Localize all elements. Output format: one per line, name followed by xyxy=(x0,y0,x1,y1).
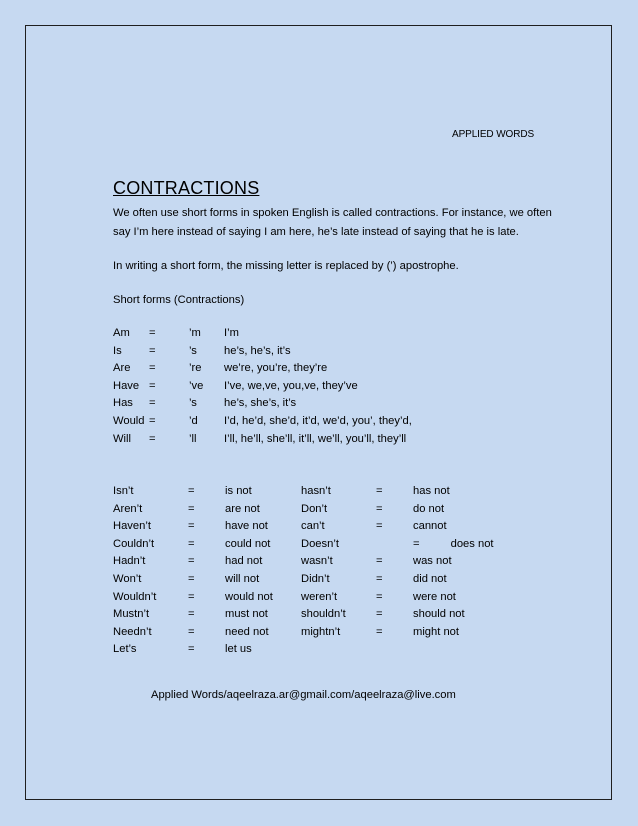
contraction: Haven’t xyxy=(113,520,151,533)
contraction: mightn’t xyxy=(301,625,341,638)
full-form: should not xyxy=(413,608,465,621)
short-form-suffix: ’ve xyxy=(189,379,204,392)
contraction: Hadn’t xyxy=(113,555,146,568)
full-form: might not xyxy=(413,625,460,638)
footer-text: Applied Words/aqeelraza.ar@gmail.com/aqeelraza@live.com xyxy=(151,689,456,701)
short-form-suffix: ’m xyxy=(189,327,201,339)
equals-sign: = xyxy=(376,502,383,515)
equals-sign: = xyxy=(149,415,156,427)
full-form: let us xyxy=(225,643,252,656)
full-form: cannot xyxy=(413,520,447,533)
equals-sign: = xyxy=(188,537,195,550)
header-label: APPLIED WORDS xyxy=(452,129,535,140)
short-form-examples: I’ll, he’ll, she’ll, it’ll, we’ll, you’ll, they’ll xyxy=(224,432,407,445)
contraction: Doesn’t xyxy=(301,537,339,550)
short-form-suffix: ’s xyxy=(189,344,197,357)
short-form-word: Are xyxy=(113,362,131,375)
contraction: shouldn’t xyxy=(301,608,346,621)
contraction: wasn’t xyxy=(301,555,333,568)
short-form-examples: I’ve, we,ve, you,ve, they’ve xyxy=(224,379,358,392)
equals-sign: = xyxy=(188,608,195,621)
short-forms-heading: Short forms (Contractions) xyxy=(113,294,245,306)
full-form: have not xyxy=(225,520,268,533)
contraction: Mustn’t xyxy=(113,608,150,621)
contraction: can’t xyxy=(301,520,325,533)
equals-sign: = xyxy=(149,432,156,445)
full-form: is not xyxy=(225,485,252,497)
equals-sign: = xyxy=(188,485,195,497)
short-form-suffix: ’re xyxy=(189,362,202,375)
equals-sign: = xyxy=(376,520,383,533)
equals-sign: = xyxy=(188,590,195,603)
contraction: Won’t xyxy=(113,573,142,585)
short-form-suffix: ’ll xyxy=(189,432,197,445)
full-form: could not xyxy=(225,537,271,550)
equals-sign: = xyxy=(149,344,156,357)
short-form-word: Would xyxy=(113,415,145,427)
short-form-examples: he’s, she’s, it’s xyxy=(224,397,297,410)
short-form-word: Will xyxy=(113,432,132,445)
equals-sign: = xyxy=(376,573,383,585)
contraction: Didn’t xyxy=(301,573,330,585)
full-form: must not xyxy=(225,608,268,621)
short-form-word: Have xyxy=(113,379,140,392)
contraction: Aren’t xyxy=(113,502,143,515)
equals-sign: = xyxy=(188,625,195,638)
page-title: CONTRACTIONS xyxy=(113,178,260,198)
contraction: Let’s xyxy=(113,643,137,656)
equals-sign: = xyxy=(149,379,156,392)
page-border xyxy=(25,25,612,800)
equals-sign: = xyxy=(149,327,156,339)
equals-sign: = xyxy=(188,520,195,533)
contraction: weren’t xyxy=(301,590,338,603)
short-form-word: Is xyxy=(113,344,122,357)
short-form-suffix: ’d xyxy=(189,415,198,427)
full-form: did not xyxy=(413,573,447,585)
short-form-examples: I’d, he’d, she’d, it’d, we’d, you’, they’d, xyxy=(224,415,412,427)
short-form-suffix: ’s xyxy=(189,397,197,410)
full-form: has not xyxy=(413,485,450,497)
contraction: Couldn’t xyxy=(113,537,155,550)
full-form: were not xyxy=(413,590,456,603)
contraction: Don’t xyxy=(301,502,328,515)
contraction: Needn’t xyxy=(113,625,152,638)
equals-sign: = xyxy=(188,573,195,585)
equals-sign: = xyxy=(188,643,195,656)
short-form-word: Has xyxy=(113,397,133,410)
equals-sign: = xyxy=(376,485,383,497)
contraction: Wouldn’t xyxy=(113,590,157,603)
equals-sign: = xyxy=(376,555,383,568)
full-form: = does not xyxy=(413,537,494,550)
equals-sign: = xyxy=(376,608,383,621)
apostrophe-paragraph: In writing a short form, the missing letter is replaced by (’) apostrophe. xyxy=(113,260,459,272)
full-form: would not xyxy=(225,590,273,603)
full-form: had not xyxy=(225,555,263,568)
short-form-examples: I’m xyxy=(224,327,239,339)
intro-paragraph: We often use short forms in spoken English is called contractions. For instance, we often say I’m here instead of saying I am here, he’s late instead of saying that he is late. xyxy=(113,207,552,238)
short-form-examples: we’re, you’re, they’re xyxy=(224,362,328,375)
contraction: Isn’t xyxy=(113,485,134,497)
short-form-examples: he’s, he’s, it’s xyxy=(224,344,291,357)
equals-sign: = xyxy=(149,397,156,410)
equals-sign: = xyxy=(376,590,383,603)
full-form: need not xyxy=(225,625,269,638)
equals-sign: = xyxy=(188,502,195,515)
equals-sign: = xyxy=(376,625,383,638)
full-form: was not xyxy=(413,555,452,568)
full-form: do not xyxy=(413,502,445,515)
short-form-word: Am xyxy=(113,327,130,339)
contraction: hasn’t xyxy=(301,485,331,497)
full-form: are not xyxy=(225,502,260,515)
equals-sign: = xyxy=(188,555,195,568)
full-form: will not xyxy=(225,573,260,585)
equals-sign: = xyxy=(149,362,156,375)
